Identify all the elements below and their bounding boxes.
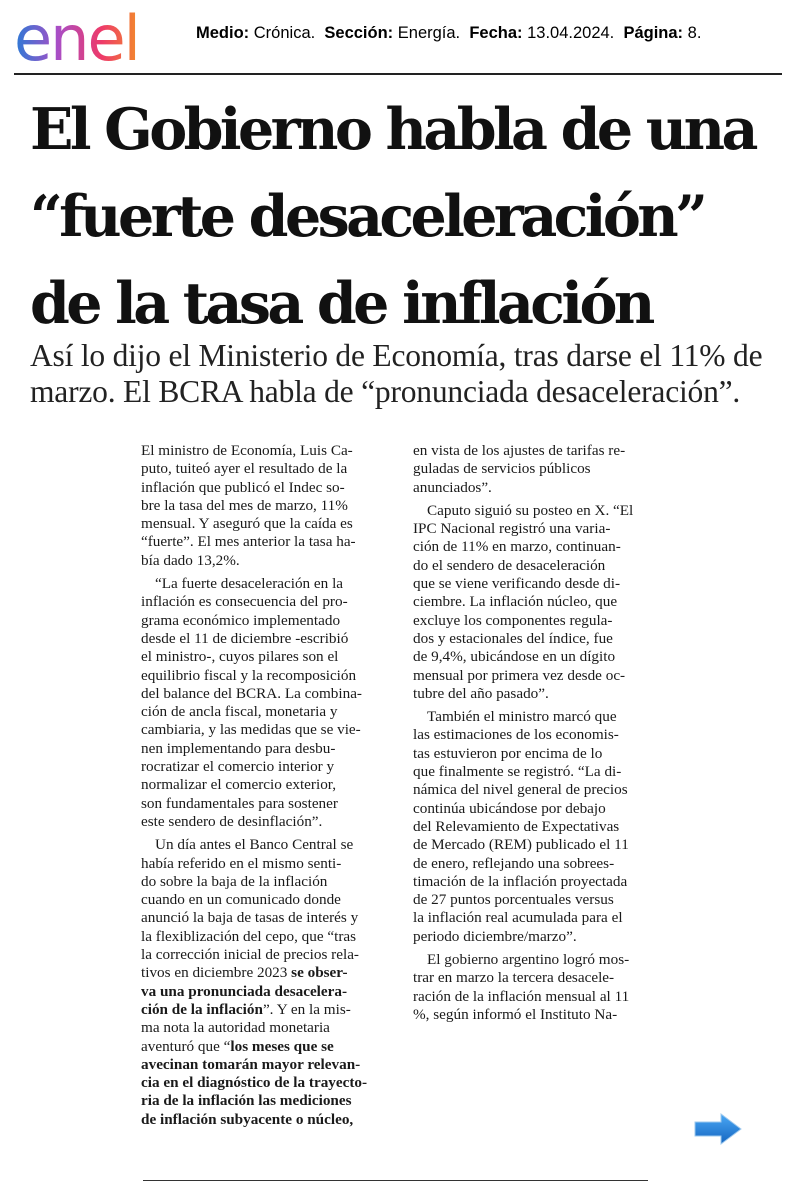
paragraph: El ministro de Economía, Luis Ca- puto, tuiteó ayer el resultado de la inflación que publicó el Indec so- bre la tasa del mes de marzo, 11% mensual. Y aseguró que la caída es “fuerte”. El mes anterior la tasa ha- bía dado 13,2%.	[141, 442, 356, 569]
article-column-2	[413, 442, 645, 1024]
arrow-right-icon[interactable]	[693, 1112, 743, 1146]
paragraph: Caputo siguió su posteo en X. “El IPC Nacional registró una varia- ción de 11% en marzo, continuan- do el sendero de desaceleración que se viene verificando desde di- ciembre. La inflación núcleo, que excluye los componentes regula- dos y estacionales del índice, fue de 9,4%, ubicándose en un dígito mensual por primera vez desde oc- tubre del año pasado”.	[413, 501, 634, 702]
article-headline	[30, 86, 780, 347]
headline-line: “fuerte desaceleración”	[30, 183, 705, 250]
enel-logo	[14, 8, 184, 70]
svg-text:enel: enel	[14, 8, 139, 70]
clipping-metadata: Medio: Crónica. Sección: Energía. Fecha: 13.04.2024. Página: 8.	[196, 24, 702, 42]
headline-line: El Gobierno habla de una	[30, 96, 755, 163]
paragraph: en vista de los ajustes de tarifas re- guladas de servicios públicos anunciados”.	[413, 442, 626, 496]
headline-line: de la tasa de inflación	[30, 270, 652, 337]
article-column-1	[141, 442, 373, 1129]
paragraph: El gobierno argentino logró mos- trar en marzo la tercera desacele- ración de la inflación mensual al 11 %, según informó el Instituto Na-	[413, 951, 630, 1023]
article-subheadline: Así lo dijo el Ministerio de Economía, tras darse el 11% de marzo. El BCRA habla de “pronunciada desaceleración”.	[30, 338, 763, 409]
clipping-header	[0, 0, 800, 76]
paragraph: También el ministro marcó que las estimaciones de los economis- tas estuvieron por encima de lo que finalmente se registró. “La di- námica del nivel general de precios continúa ubicándose por debajo del Relevamiento de Expectativas de Mercado (REM) publicado el 11 de enero, reflejando una sobrees- timación de la inflación proyectada de 27 puntos porcentuales versus la inflación real acumulada para el periodo diciembre/marzo”.	[413, 708, 629, 945]
paragraph: Un día antes el Banco Central se había referido en el mismo senti- do sobre la baja de la inflación cuando en un comunicado donde anunció la baja de tasas de interés y la flexiblización del cepo, que “tras la corrección inicial de precios rela- tivos en diciembre 2023 se obser- va una pronunciada desacelera- ción de la inflación”. Y en la mis- ma nota la autoridad monetaria aventuró que “los meses que se avecinan tomarán mayor relevan- cia en el diagnóstico de la trayecto- ria de la inflación las mediciones de inflación subyacente o núcleo,	[141, 836, 368, 1128]
header-divider	[14, 73, 782, 75]
paragraph: “La fuerte desaceleración en la inflación es consecuencia del pro- grama económico implementado desde el 11 de diciembre -escribió el ministro-, cuyos pilares son el equilibrio fiscal y la recomposición del balance del BCRA. La combina- ción de ancla fiscal, monetaria y cambiaria, y las medidas que se vie- nen implementando para desbu- rocratizar el comercio interior y normalizar el comercio exterior, son fundamentales para sostener este sendero de desinflación”.	[141, 575, 362, 830]
footer-divider	[143, 1180, 648, 1181]
